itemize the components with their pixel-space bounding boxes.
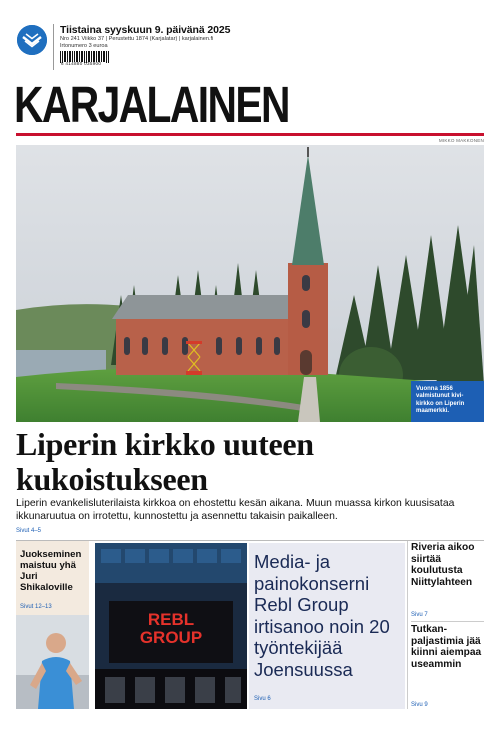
photo-credit: MIKKO MAKKONEN xyxy=(438,138,484,143)
lead-page-ref[interactable]: Sivut 4–5 xyxy=(16,528,42,534)
lead-lede: Liperin evankelisluterilaista kirkkoa on ehostettu kesän aikana. Muun muassa kirkon kuusisataa ikkunaruutua on irrotettu, kunnostettu ja asennettu takaisin paikalleen. xyxy=(16,498,455,522)
right-teaser-1-page-ref[interactable]: Sivu 7 xyxy=(411,612,428,618)
header-divider xyxy=(53,24,54,70)
masthead-rule xyxy=(16,133,484,136)
hero-caption: Vuonna 1856 valmistunut kivi-kirkko on Liperin maamerkki. xyxy=(411,381,484,422)
masthead-title: KARJALAINEN xyxy=(14,76,289,133)
teaser-left-page-ref[interactable]: Sivut 12–13 xyxy=(20,604,52,610)
rebl-group-building-photo[interactable] xyxy=(95,543,247,709)
publisher-logo-icon xyxy=(17,25,47,55)
lead-headline[interactable]: Liperin kirkko uuteen kukoistukseen xyxy=(16,426,314,497)
right-teaser-2-page-ref[interactable]: Sivu 9 xyxy=(411,702,428,708)
feature-page-ref[interactable]: Sivu 6 xyxy=(254,696,271,702)
feature-title[interactable]: Media- ja painokonserni Rebl Group irtisanoo noin 20 työntekijää Joensuussa xyxy=(254,551,390,680)
right-teaser-1-title[interactable]: Riveria aikoo siirtää koulutusta Niittylahteen xyxy=(411,542,475,588)
rebl-sign-line1: REBL xyxy=(147,610,195,629)
issue-meta: Nro 241 Viikko 37 | Perustettu 1874 (Karjalatar) | karjalainen.fi xyxy=(60,36,214,42)
runner-photo[interactable] xyxy=(16,615,89,709)
teaser-left-title[interactable]: Juokseminen maistuu yhä Juri Shikaloville xyxy=(20,549,82,593)
issue-price: Irtonumero 3 euroa xyxy=(60,43,108,49)
issue-date: Tiistaina syyskuun 9. päivänä 2025 xyxy=(60,24,231,36)
rebl-sign-line2: GROUP xyxy=(139,628,203,647)
right-teaser-2-title[interactable]: Tutkan-paljastimia jää kiinni aiempaa useammin xyxy=(411,624,482,670)
right-column-divider xyxy=(411,621,484,622)
barcode-number: 6 414880 035900 xyxy=(61,61,102,66)
column-divider xyxy=(407,541,408,709)
